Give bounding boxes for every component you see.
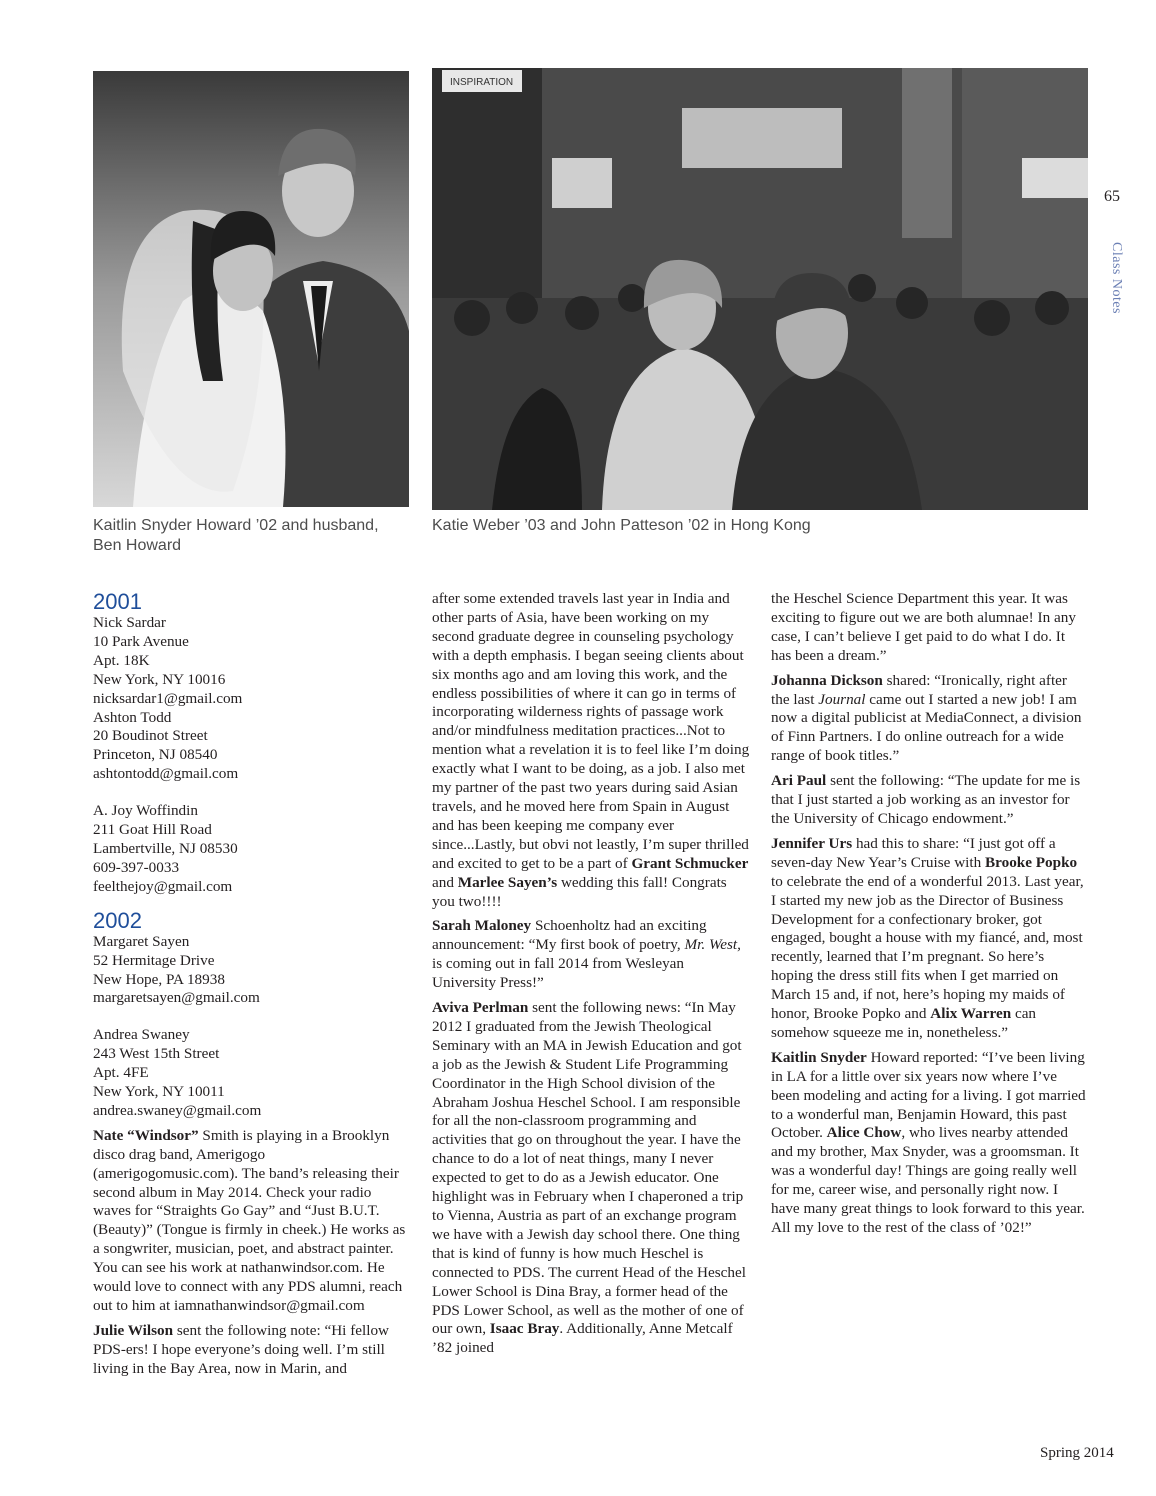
note-nate-windsor: Nate “Windsor” Smith is playing in a Brooklyn disco drag band, Amerigogo (amerigogomusic.com). The band’s releasing their second album in May 2014. Check your radio waves for “Straights Go Gay” and “Just B.U.T. (Beauty)” (Tongue is firmly in cheek.) He works as a songwriter, musician, poet, and abstract painter. You can see his work at nathanwindsor.com. He would love to connect with any PDS alumni, reach out to him at iamnathanwindsor@gmail.com (93, 1126, 406, 1314)
address-line: 211 Goat Hill Road (93, 821, 212, 839)
year-heading-2002: 2002 (93, 907, 142, 933)
address-block-2001-a (93, 614, 411, 784)
address-line: New Hope, PA 18938 (93, 970, 225, 988)
address-line: 243 West 15th Street (93, 1045, 220, 1063)
alum-name: Isaac Bray (489, 1320, 560, 1338)
alum-name: Nate “Windsor” (93, 1126, 199, 1144)
alum-name: Julie Wilson (93, 1321, 174, 1339)
address-block-2001-b (93, 802, 411, 897)
address-line: Margaret Sayen (93, 932, 190, 950)
address-phone: 609-397-0033 (93, 858, 180, 876)
address-line: 52 Hermitage Drive (93, 951, 215, 969)
issue-label: Spring 2014 (1040, 1445, 1114, 1461)
alum-name: Grant Schmucker (631, 854, 749, 872)
alum-name: Sarah Maloney (432, 917, 532, 935)
address-line: 10 Park Avenue (93, 632, 189, 650)
address-line: 20 Boudinot Street (93, 727, 208, 745)
address-line: Nick Sardar (93, 614, 166, 631)
hong-kong-photo (432, 68, 1088, 510)
shop-sign-text: INSPIRATION (450, 77, 514, 88)
note-ari-paul: Ari Paul sent the following: “The update for me is that I just started a job working as an investor for the University of Chicago endowment.” (771, 772, 1081, 827)
alum-name: Marlee Sayen’s (457, 873, 558, 891)
wedding-photo-caption: Kaitlin Snyder Howard ’02 and husband, Ben Howard (93, 517, 379, 554)
address-email: margaretsayen@gmail.com (93, 989, 260, 1007)
section-label: Class Notes (1109, 242, 1124, 314)
alum-name: Jennifer Urs (771, 834, 853, 852)
column-3 (771, 590, 1089, 1244)
alum-name: Johanna Dickson (771, 671, 883, 689)
address-block-2002-b (93, 1026, 411, 1121)
alum-name: Ari Paul (771, 772, 827, 790)
address-line: Apt. 4FE (93, 1064, 149, 1082)
wedding-photo (93, 71, 409, 507)
note-julie-wilson-continued: after some extended travels last year in India and other parts of Asia, have been working on my second graduate degree in counseling psychology with a depth emphasis. I began seeing clients about six months ago and am loving this work, and the endless possibilities of where it can go in terms of incorporating wilderness rights of passage work and/or mindfulness meditation practices...Not to mention what a revelation it is to feel like I’m doing exactly what I want to be doing, as a job. I also met my partner of the past two years during said Asian travels, and he moved here from Spain in August and has been keeping me company ever since...Lastly, but obvi not leastly, I’m super thrilled and excited to get to be a part of Grant Schmucker and Marlee Sayen’s wedding this fall! Congrats you two!!!! (432, 590, 750, 910)
alum-name: Kaitlin Snyder (771, 1048, 867, 1066)
alum-name: Alice Chow (826, 1124, 902, 1142)
book-title: Mr. West, (684, 936, 741, 954)
address-email: feelthejoy@gmail.com (93, 877, 233, 895)
address-email: nicksardar1@gmail.com (93, 689, 243, 707)
year-heading-2001: 2001 (93, 589, 142, 614)
note-aviva-perlman: Aviva Perlman sent the following news: “In May 2012 I graduated from the Jewish Theological Seminary with an MA in Jewish Education and got a job as the Jewish & Student Life Programming Coordinator in the High School division of the Abraham Joshua Heschel School. I am responsible for all the non-classroom programming and activities that go on throughout the year. I have the chance to do a lot of neat things, many I never expected to get to do as a Jewish educator. One highlight was in February when I chaperoned a trip to Vienna, Austria as part of an exchange program we have with a Jewish day school there. One thing that is kind of funny is how much Heschel is connected to PDS. The current Head of the Heschel Lower School is Dina Bray, a former head of the PDS Lower School, as well as the mother of one of our own, Isaac Bray. Additionally, Anne Metcalf ’82 joined (432, 999, 746, 1357)
address-email: andrea.swaney@gmail.com (93, 1101, 262, 1119)
address-email: ashtontodd@gmail.com (93, 765, 239, 783)
note-johanna-dickson: Johanna Dickson shared: “Ironically, right after the last Journal came out I started a new job! I am now a digital publicist at MediaConnect, a division of Finn Partners. I do online outreach for a wide range of book titles.” (771, 671, 1082, 765)
address-block-2002-a (93, 933, 411, 1009)
note-julie-wilson: Julie Wilson sent the following note: “Hi fellow PDS-ers! I hope everyone’s doing well. I’m still living in the Bay Area, now in Marin, and (93, 1321, 390, 1377)
address-line: Ashton Todd (93, 708, 172, 726)
address-line: New York, NY 10011 (93, 1083, 225, 1101)
column-1 (93, 590, 411, 1385)
note-sarah-maloney: Sarah Maloney Schoenholtz had an exciting announcement: “My first book of poetry, Mr. West, is coming out in fall 2014 from Wesleyan University Press!” (432, 917, 741, 992)
hong-kong-photo-illustration (432, 68, 1088, 510)
alum-name: Alix Warren (930, 1005, 1012, 1023)
page-number: 65 (1104, 188, 1120, 205)
address-line: Princeton, NJ 08540 (93, 746, 218, 764)
alum-name: Aviva Perlman (432, 999, 529, 1017)
hong-kong-photo-caption: Katie Weber ’03 and John Patteson ’02 in Hong Kong (432, 517, 811, 534)
note-aviva-perlman-continued: the Heschel Science Department this year. It was exciting to figure out we are both alumnae! In any case, I can’t believe I get paid to do what I do. It has been a dream.” (771, 590, 1076, 664)
note-kaitlin-snyder: Kaitlin Snyder Howard reported: “I’ve been living in LA for a little over six years now where I’ve been modeling and acting for a living. I got married to a wonderful man, Benjamin Howard, this past October. Alice Chow, who lives nearby attended and my brother, Max Snyder, was a groomsman. It was a wonderful day! Things are going really well for me, career wise, and personally right now. I have many great things to look forward to this year. All my love to the rest of the class of ’02!” (771, 1048, 1086, 1236)
address-line: A. Joy Woffindin (93, 802, 198, 820)
publication-title: Journal (818, 690, 866, 708)
note-jennifer-urs: Jennifer Urs had this to share: “I just got off a seven-day New Year’s Cruise with Brooke Popko to celebrate the end of a wonderful 2013. Last year, I started my new job as the Director of Business Development for a confectionary broker, got engaged, bought a house with my fiancé, and, most recently, learned that I’m pregnant. So here’s hoping the dress still fits when I get married on March 15 and, if not, here’s hoping my maids of honor, Brooke Popko and Alix Warren can somehow squeeze me in, nonetheless.” (771, 834, 1084, 1041)
address-line: Andrea Swaney (93, 1026, 190, 1044)
alum-name: Brooke Popko (985, 853, 1078, 871)
address-line: Apt. 18K (93, 651, 150, 669)
wedding-photo-illustration (93, 71, 409, 507)
column-2 (432, 590, 750, 1364)
address-line: New York, NY 10016 (93, 670, 226, 688)
address-line: Lambertville, NJ 08530 (93, 839, 238, 857)
